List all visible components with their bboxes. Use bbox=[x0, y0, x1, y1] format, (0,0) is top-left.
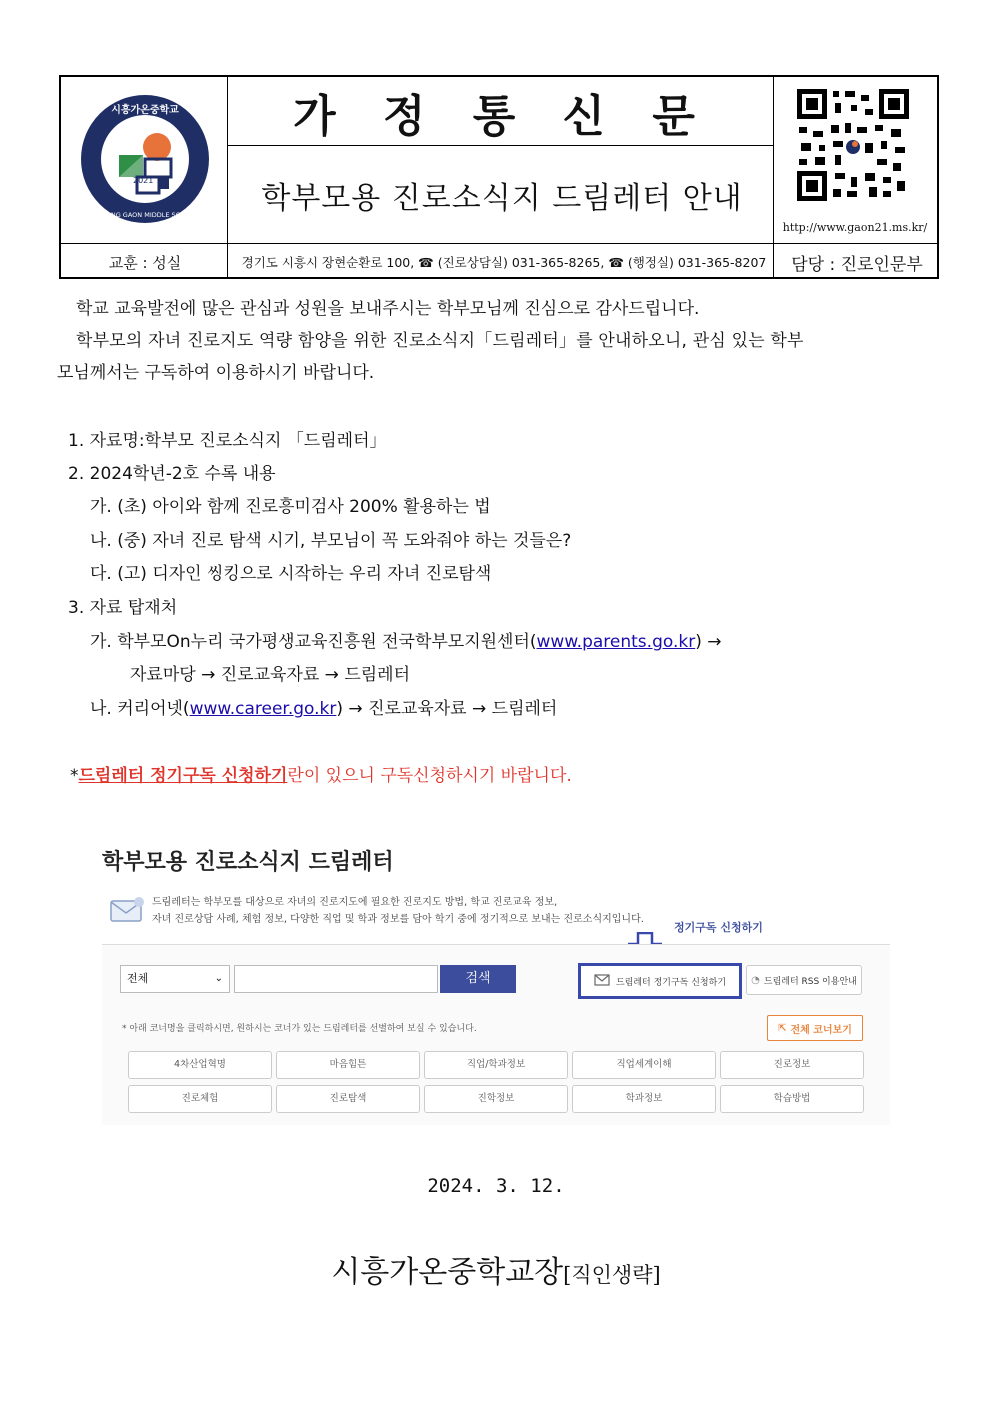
list-item-text: ) → bbox=[695, 632, 722, 652]
corner-button[interactable]: 진로정보 bbox=[720, 1051, 864, 1079]
corner-button[interactable]: 진로체험 bbox=[128, 1085, 272, 1113]
note-star: * bbox=[70, 766, 79, 786]
corner-button[interactable]: 진학정보 bbox=[424, 1085, 568, 1113]
screenshot-title: 학부모용 진로소식지 드림레터 bbox=[102, 850, 394, 875]
rss-icon: ◔ bbox=[751, 974, 760, 986]
search-panel bbox=[102, 944, 890, 1125]
department: 담당 : 진로인문부 bbox=[791, 254, 923, 275]
document-date: 2024. 3. 12. bbox=[427, 1175, 565, 1197]
description-line: 드림레터는 학부모를 대상으로 자녀의 진로지도에 필요한 진로지도 방법, 학교 진로교육 정보, bbox=[152, 897, 558, 908]
svg-text:SIHEUNG GAON MIDDLE SCHOOL: SIHEUNG GAON MIDDLE SCHOOL bbox=[91, 211, 199, 219]
page-subtitle: 학부모용 진로소식지 드림레터 안내 bbox=[261, 181, 743, 216]
list-item: 3. 자료 탑재처 bbox=[68, 598, 178, 618]
signature-note: [직인생략] bbox=[563, 1263, 661, 1287]
greeting-paragraph: 학교 교육발전에 많은 관심과 성원을 보내주시는 학부모님께 진심으로 감사드립니다. bbox=[76, 299, 700, 319]
svg-text:2021: 2021 bbox=[133, 176, 154, 185]
qr-code[interactable] bbox=[795, 87, 911, 203]
signature bbox=[0, 1247, 992, 1291]
subscribe-button[interactable] bbox=[578, 963, 742, 999]
all-corners-label: 전체 코너보기 bbox=[790, 1024, 852, 1036]
description-line: 자녀 진로상담 사례, 체험 정보, 다양한 직업 및 학과 정보를 담아 학기 중에 정기적으로 보내는 진로소식지입니다. bbox=[152, 914, 644, 925]
search-button[interactable]: 검색 bbox=[440, 965, 516, 993]
signature-name: 시흥가온중학교장 bbox=[331, 1255, 564, 1290]
list-item: 가. (초) 아이와 함께 진로흥미검사 200% 활용하는 법 bbox=[90, 497, 491, 517]
annotation-label: 정기구독 신청하기 bbox=[674, 921, 763, 934]
all-corners-button[interactable] bbox=[767, 1015, 863, 1041]
list-item-text: 나. 커리어넷( bbox=[90, 699, 190, 719]
corner-button[interactable]: 학습방법 bbox=[720, 1085, 864, 1113]
corner-button[interactable]: 진로탐색 bbox=[276, 1085, 420, 1113]
screenshot-description bbox=[152, 894, 644, 928]
header-table bbox=[59, 75, 939, 279]
rss-button[interactable] bbox=[746, 965, 862, 995]
note-highlight: 드림레터 정기구독 신청하기 bbox=[78, 766, 288, 786]
school-motto: 교훈 : 성실 bbox=[108, 253, 182, 272]
corner-button[interactable]: 학과정보 bbox=[572, 1085, 716, 1113]
list-item-text: ) → 진로교육자료 → 드림레터 bbox=[336, 699, 558, 719]
list-item bbox=[90, 627, 721, 652]
corner-button[interactable]: 직업세계이해 bbox=[572, 1051, 716, 1079]
subscribe-button-label: 드림레터 정기구독 신청하기 bbox=[615, 977, 727, 988]
category-select-value: 전체 bbox=[127, 972, 149, 985]
divider bbox=[61, 243, 937, 244]
intro-paragraph-line2: 모님께서는 구독하여 이용하시기 바랍니다. bbox=[57, 363, 375, 383]
chevron-down-icon: ⌄ bbox=[214, 973, 223, 984]
list-item: 자료마당 → 진로교육자료 → 드림레터 bbox=[130, 665, 411, 685]
corner-button[interactable]: 직업/학과정보 bbox=[424, 1051, 568, 1079]
list-item: 나. (중) 자녀 진로 탐색 시기, 부모님이 꼭 도와줘야 하는 것들은? bbox=[90, 531, 572, 551]
intro-paragraph-line1: 학부모의 자녀 진로지도 역량 함양을 위한 진로소식지「드림레터」를 안내하오니, 관심 있는 학부 bbox=[76, 331, 804, 351]
category-select[interactable] bbox=[120, 965, 230, 993]
parents-link[interactable]: www.parents.go.kr bbox=[536, 632, 696, 652]
rss-button-label: 드림레터 RSS 이용안내 bbox=[763, 976, 857, 987]
mail-icon bbox=[594, 974, 610, 989]
school-address: 경기도 시흥시 장현순환로 100, ☎ (진로상담실) 031-365-8265, ☎ (행정실) 031-365-8207 bbox=[241, 255, 767, 270]
school-url[interactable]: http://www.gaon21.ms.kr/ bbox=[782, 221, 928, 234]
career-link[interactable]: www.career.go.kr bbox=[189, 699, 337, 719]
external-link-icon: ⇱ bbox=[778, 1022, 787, 1034]
svg-text:시흥가온중학교: 시흥가온중학교 bbox=[111, 105, 179, 116]
subscription-note bbox=[70, 761, 572, 786]
list-item bbox=[90, 694, 557, 719]
list-item: 1. 자료명:학부모 진로소식지 「드림레터」 bbox=[68, 431, 387, 451]
envelope-icon bbox=[108, 893, 146, 927]
note-text: 란이 있으니 구독신청하시기 바랍니다. bbox=[287, 766, 572, 786]
corner-button[interactable]: 마음힘튼 bbox=[276, 1051, 420, 1079]
corner-button[interactable]: 4차산업혁명 bbox=[128, 1051, 272, 1079]
list-item: 2. 2024학년-2호 수록 내용 bbox=[68, 464, 276, 484]
list-item: 다. (고) 디자인 씽킹으로 시작하는 우리 자녀 진로탐색 bbox=[90, 564, 492, 584]
page-title: 가 정 통 신 문 bbox=[293, 90, 711, 142]
search-input[interactable] bbox=[234, 965, 438, 993]
corner-hint: * 아래 코너명을 클릭하시면, 원하시는 코너가 있는 드림레터를 선별하여 보실 수 있습니다. bbox=[122, 1024, 477, 1034]
school-logo bbox=[79, 93, 211, 225]
list-item-text: 가. 학부모On누리 국가평생교육진흥원 전국학부모지원센터( bbox=[90, 632, 537, 652]
